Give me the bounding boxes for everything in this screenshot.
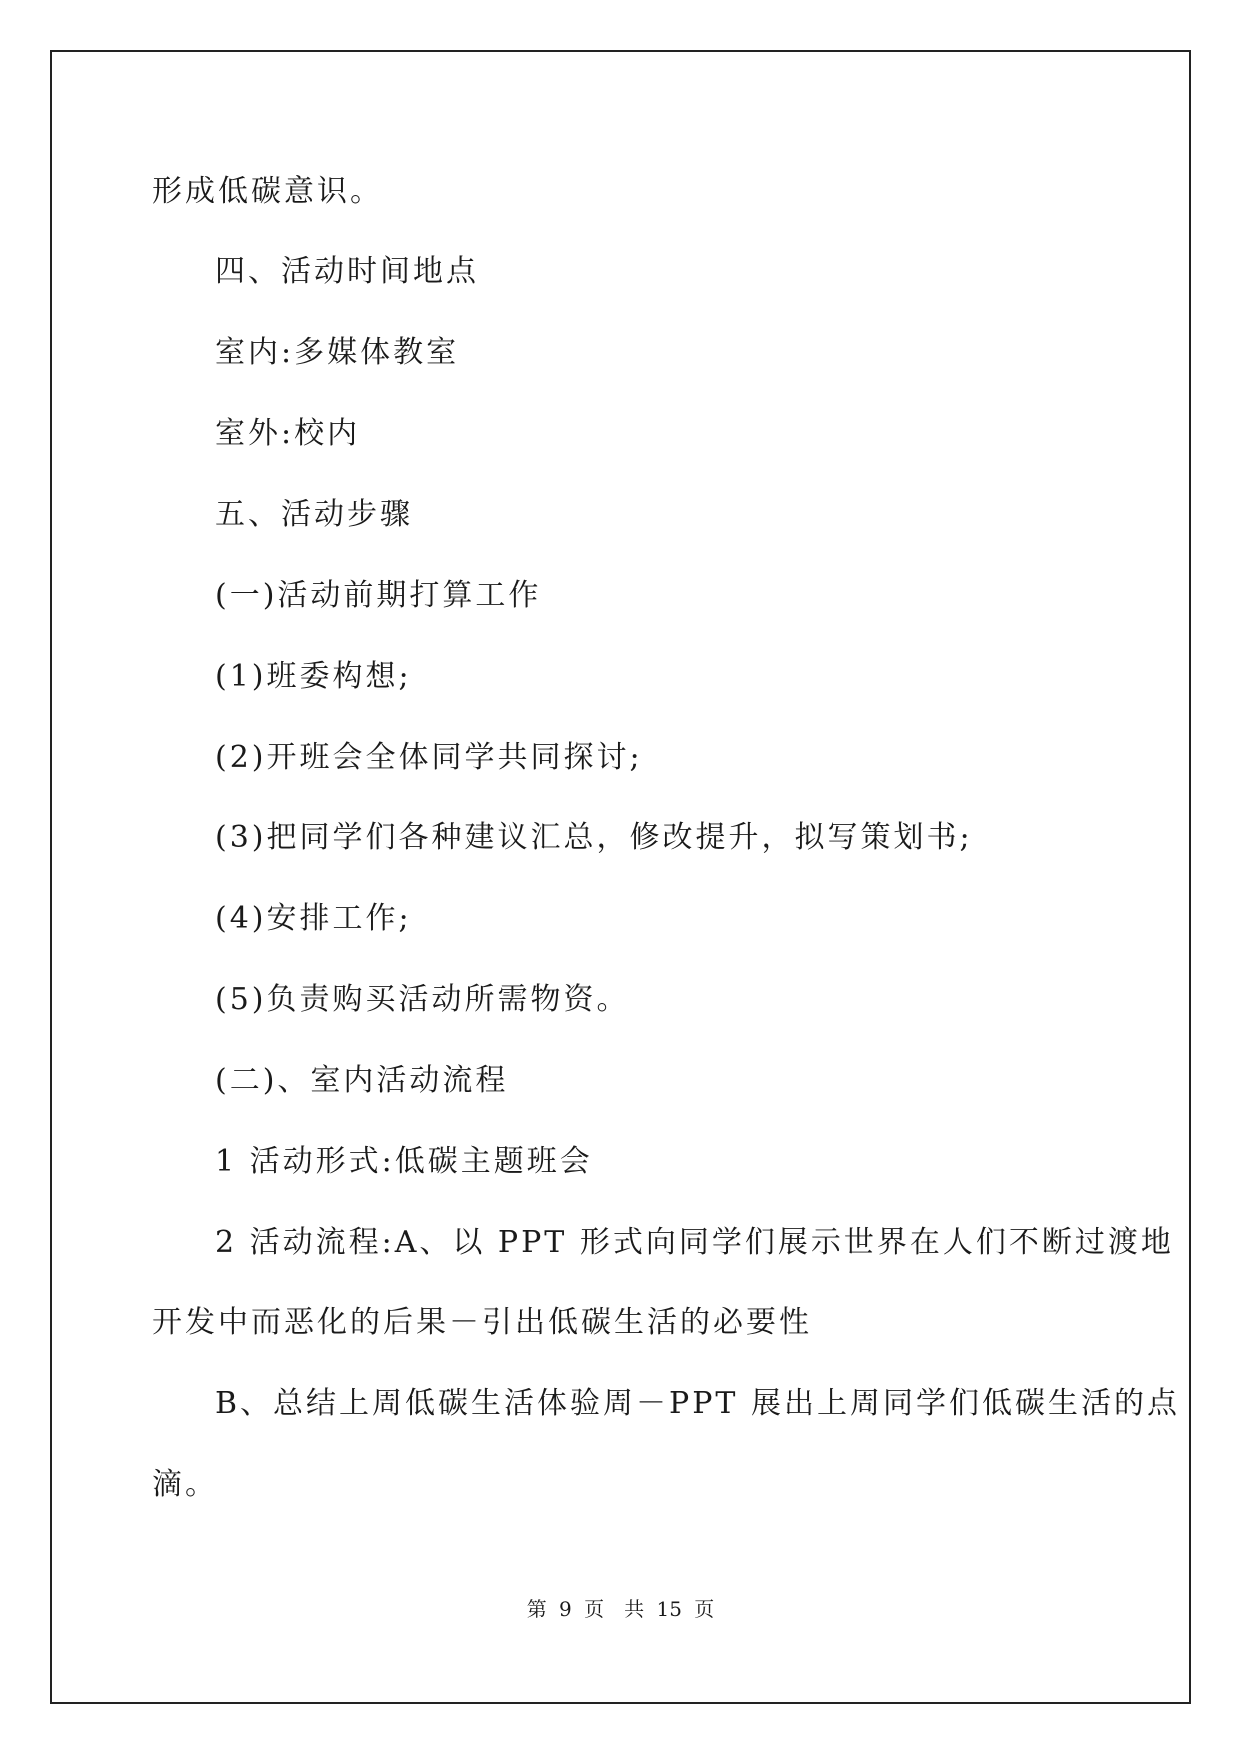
text-line: 形成低碳意识。 [152,174,383,209]
text-line: 1 活动形式:低碳主题班会 [215,1144,593,1179]
list-item: (4)安排工作; [215,901,412,936]
page-number-footer: 第 9 页 共 15 页 [526,1597,715,1621]
list-item: (2)开班会全体同学共同探讨; [215,740,643,775]
list-item: (3)把同学们各种建议汇总，修改提升，拟写策划书; [215,820,973,855]
section-heading: 四、活动时间地点 [215,254,479,289]
subsection-heading: (二)、室内活动流程 [215,1063,509,1098]
list-item: (5)负责购买活动所需物资。 [215,982,630,1017]
subsection-heading: (一)活动前期打算工作 [215,578,542,613]
section-heading: 五、活动步骤 [215,497,413,532]
list-item: (1)班委构想; [215,659,412,694]
text-line: 开发中而恶化的后果－引出低碳生活的必要性 [152,1305,812,1340]
text-line: 室外:校内 [215,416,361,451]
text-line: B、总结上周低碳生活体验周－PPT 展出上周同学们低碳生活的点 [215,1386,1180,1421]
text-line: 2 活动流程:A、以 PPT 形式向同学们展示世界在人们不断过渡地 [215,1225,1174,1260]
text-line: 滴。 [152,1467,218,1502]
text-line: 室内:多媒体教室 [215,335,460,370]
page-border [50,50,1191,1704]
